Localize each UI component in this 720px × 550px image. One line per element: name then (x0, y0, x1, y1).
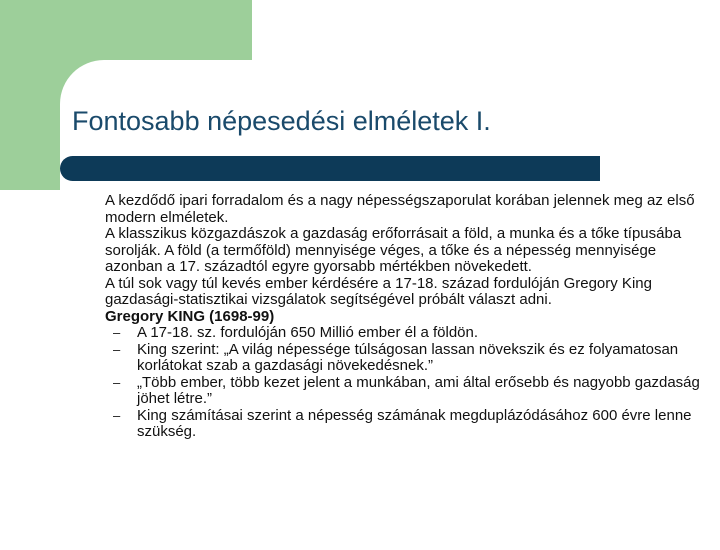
bullet-text: A 17-18. sz. fordulóján 650 Millió ember él a földön. (137, 324, 479, 341)
bullet-text: „Több ember, több kezet jelent a munkában, ami által erősebb és nagyobb gazdaság jöhet létre.” (137, 373, 700, 407)
title-underline-bar (60, 156, 600, 181)
slide-title: Fontosabb népesedési elméletek I. (72, 106, 491, 136)
slide-body (105, 193, 715, 441)
bullet-item (105, 342, 715, 375)
dash-bullet-icon: – (113, 325, 121, 340)
section-heading: Gregory KING (1698-99) (105, 307, 275, 325)
bullet-item (105, 375, 715, 408)
bullet-list (105, 325, 715, 441)
dash-bullet-icon: – (113, 374, 121, 390)
dash-bullet-icon: – (113, 341, 121, 357)
bullet-item (105, 325, 715, 342)
bullet-item (105, 408, 715, 441)
bullet-text: King szerint: „A világ népessége túlságosan lassan növekszik és ez folyamatosan korlátokat szab a gazdasági növekedésnek.” (137, 340, 679, 374)
paragraph: A klasszikus közgazdászok a gazdaság erőforrásait a föld, a munka és a tőke típusába sorolják. A föld (a termőföld) mennyisége véges, a tőke és a népesség mennyisége azonban a 17. századtól egyre gyorsabb mértékben növekedett. (105, 225, 682, 275)
bullet-text: King számításai szerint a népesség számának megduplázódásához 600 évre lenne szükség. (137, 406, 692, 440)
paragraph: A kezdődő ipari forradalom és a nagy népességszaporulat korában jelennek meg az első modern elméletek. (105, 192, 695, 226)
paragraph: A túl sok vagy túl kevés ember kérdésére a 17-18. század fordulóján Gregory King gazdasági-statisztikai vizsgálatok segítségével próbált választ adni. (105, 274, 652, 308)
dash-bullet-icon: – (113, 407, 121, 423)
